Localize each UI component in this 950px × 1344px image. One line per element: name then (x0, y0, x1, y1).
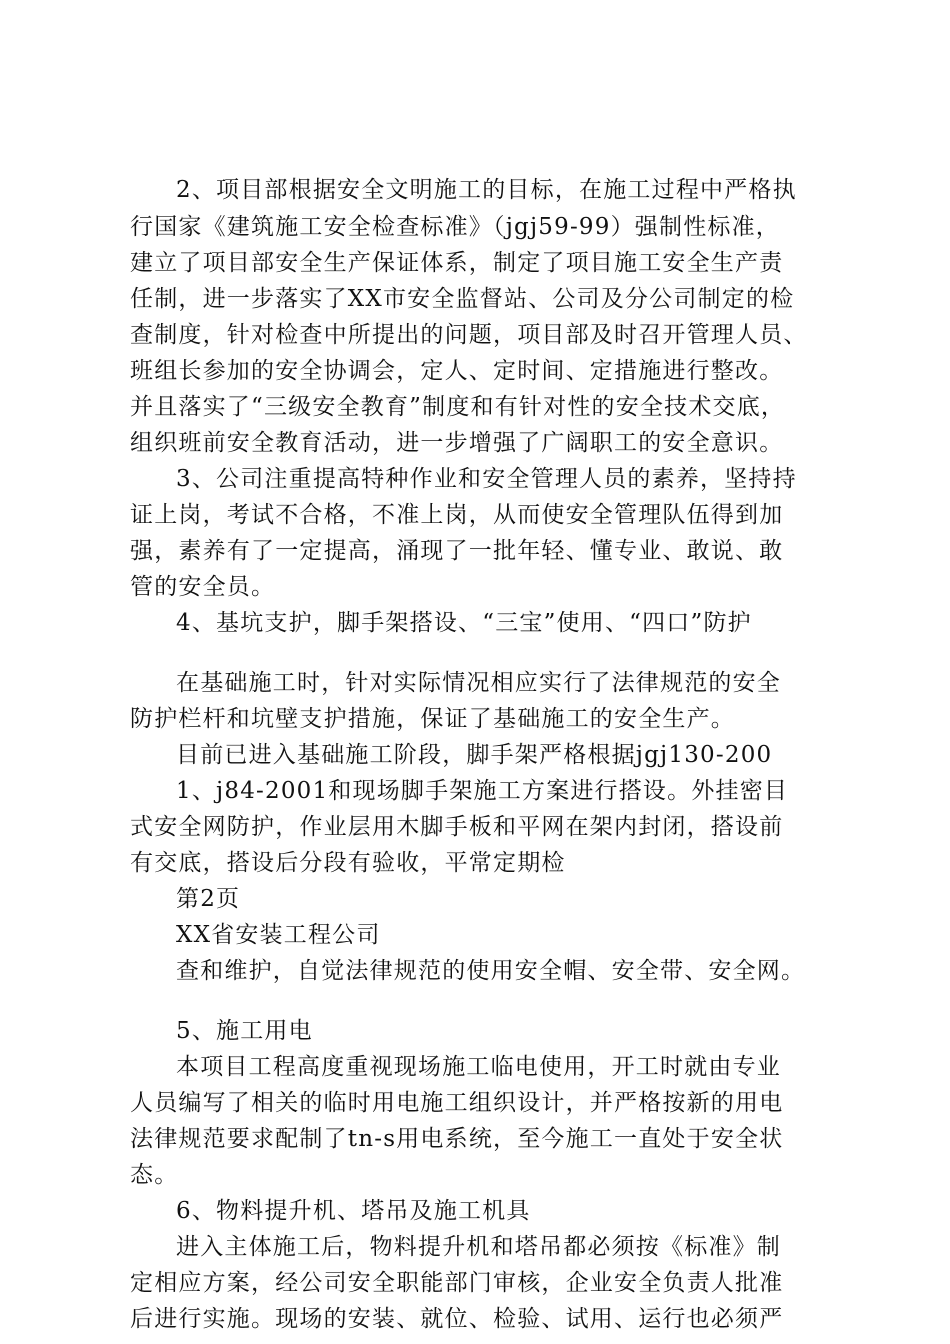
paragraph-2-line-8: 组织班前安全教育活动，进一步增强了广阔职工的安全意识。 (130, 430, 784, 456)
paragraph-4a-line-2: 防护栏杆和坑壁支护措施，保证了基础施工的安全生产。 (130, 706, 735, 732)
company-name: XX省安装工程公司 (176, 922, 381, 948)
paragraph-5-line-3: 法律规范要求配制了tn-s用电系统，至今施工一直处于安全状 (130, 1126, 784, 1152)
paragraph-6-line-2: 定相应方案，经公司安全职能部门审核，企业安全负责人批准 (130, 1270, 784, 1296)
paragraph-3-line-3: 强，素养有了一定提高，涌现了一批年轻、懂专业、敢说、敢 (130, 538, 784, 564)
paragraph-4b-line-1: 目前已进入基础施工阶段，脚手架严格根据jgj130-200 (176, 742, 773, 768)
paragraph-4a-line-1: 在基础施工时，针对实际情况相应实行了法律规范的安全 (176, 670, 781, 696)
paragraph-2-line-7: 并且落实了“三级安全教育”制度和有针对性的安全技术交底， (130, 394, 786, 420)
paragraph-3-line-1: 3、公司注重提高特种作业和安全管理人员的素养，坚持持 (176, 466, 797, 492)
paragraph-2-line-4: 任制，进一步落实了XX市安全监督站、公司及分公司制定的检 (130, 286, 795, 312)
paragraph-6-line-1: 进入主体施工后，物料提升机和塔吊都必须按《标准》制 (176, 1234, 781, 1260)
heading-6: 6、物料提升机、塔吊及施工机具 (176, 1198, 531, 1224)
paragraph-3-line-2: 证上岗，考试不合格，不准上岗，从而使安全管理队伍得到加 (130, 502, 784, 528)
paragraph-5-line-1: 本项目工程高度重视现场施工临电使用，开工时就由专业 (176, 1054, 781, 1080)
paragraph-2-line-6: 班组长参加的安全协调会，定人、定时间、定措施进行整改。 (130, 358, 784, 384)
paragraph-4c-line-1: 查和维护，自觉法律规范的使用安全帽、安全带、安全网。 (176, 958, 806, 984)
paragraph-2-line-5: 查制度，针对检查中所提出的问题，项目部及时召开管理人员、 (130, 322, 808, 348)
heading-5: 5、施工用电 (176, 1018, 313, 1044)
paragraph-6-line-3: 后进行实施。现场的安装、就位、检验、试用、运行也必须严 (130, 1306, 784, 1332)
paragraph-2-line-2: 行国家《建筑施工安全检查标准》（jgj59-99）强制性标准， (130, 214, 780, 240)
page-number: 第2页 (176, 886, 241, 912)
paragraph-4b-line-2: 1、j84-2001和现场脚手架施工方案进行搭设。外挂密目 (176, 778, 789, 804)
heading-4: 4、基坑支护，脚手架搭设、“三宝”使用、“四口”防护 (176, 610, 752, 636)
paragraph-5-line-4: 态。 (130, 1162, 179, 1188)
paragraph-4b-line-3: 式安全网防护，作业层用木脚手板和平网在架内封闭，搭设前 (130, 814, 784, 840)
paragraph-2-line-3: 建立了项目部安全生产保证体系，制定了项目施工安全生产责 (130, 250, 784, 276)
paragraph-2-line-1: 2、项目部根据安全文明施工的目标，在施工过程中严格执 (176, 177, 797, 203)
paragraph-4b-line-4: 有交底，搭设后分段有验收，平常定期检 (130, 850, 566, 876)
paragraph-3-line-4: 管的安全员。 (130, 574, 276, 600)
paragraph-5-line-2: 人员编写了相关的临时用电施工组织设计，并严格按新的用电 (130, 1090, 784, 1116)
